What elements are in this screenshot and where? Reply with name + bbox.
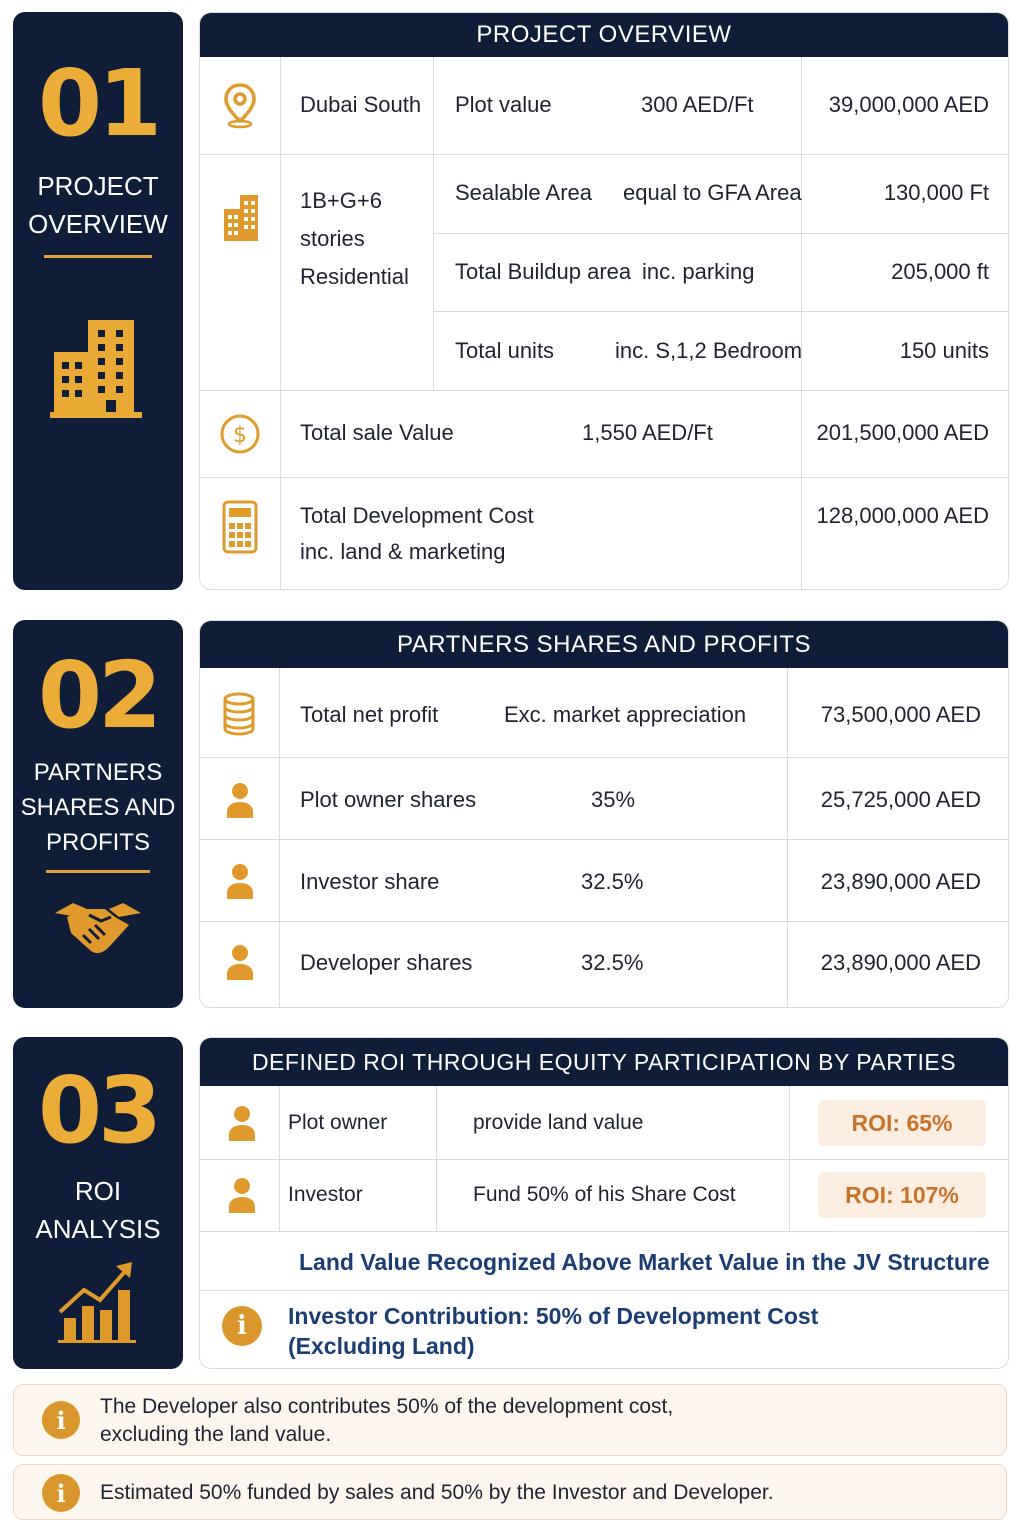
section-2-label-line3: PROFITS: [45, 828, 150, 856]
roi-row-2-middle: Fund 50% of his Share Cost: [473, 1183, 736, 1206]
project-overview-header: PROJECT OVERVIEW: [200, 13, 1008, 57]
handshake-icon: [53, 895, 143, 959]
sealable-value: 130,000 Ft: [883, 180, 989, 205]
roi-row-1-middle: provide land value: [473, 1111, 644, 1134]
person-icon: [226, 944, 254, 980]
partners-shares-card: [199, 620, 1009, 1008]
partners-row-2-label: Plot owner shares: [300, 787, 477, 812]
section-2-number: 02: [37, 642, 159, 749]
partners-row-1-label: Total net profit: [300, 702, 439, 727]
partners-row-1-middle: Exc. market appreciation: [504, 702, 747, 727]
building-icon: [222, 191, 260, 243]
location-text: Dubai South: [300, 92, 422, 117]
person-icon: [226, 863, 254, 899]
partners-row-2-value: 25,725,000 AED: [820, 787, 981, 812]
partners-shares-header: PARTNERS SHARES AND PROFITS: [200, 621, 1008, 668]
location-pin-icon: [222, 83, 258, 129]
developer-note-box: [13, 1384, 1007, 1456]
dollar-coin-icon: [219, 413, 261, 455]
section-2-panel: [13, 620, 183, 1008]
partners-row-4-value: 23,890,000 AED: [820, 950, 981, 975]
person-icon: [228, 1105, 256, 1141]
info-icon: i: [42, 1474, 80, 1512]
roi-row-2-label: Investor: [288, 1183, 363, 1206]
roi-analysis-card: [199, 1037, 1009, 1369]
buildup-label: Total Buildup area: [455, 259, 632, 284]
section-1-label-line1: PROJECT: [37, 171, 159, 201]
roi-row-1-label: Plot owner: [288, 1111, 388, 1134]
partners-row-3-value: 23,890,000 AED: [820, 869, 981, 894]
section-1-number: 01: [37, 50, 159, 157]
devcost-line2: inc. land & marketing: [300, 539, 506, 564]
svg-text:$: $: [233, 423, 247, 448]
person-icon: [226, 782, 254, 818]
section-2-divider: [46, 870, 150, 873]
plot-value-label: Plot value: [455, 92, 552, 117]
section-2-label-line2: SHARES AND: [20, 793, 176, 821]
building-icon: [50, 316, 146, 420]
funding-note-box: [13, 1464, 1007, 1520]
plot-value-rate: 300 AED/Ft: [641, 92, 754, 117]
investor-note-line1: Investor Contribution: 50% of Development Cost: [288, 1303, 819, 1329]
calculator-icon: [222, 500, 258, 554]
buildup-value: 205,000 ft: [891, 259, 989, 284]
section-3-label-line1: ROI: [74, 1176, 122, 1206]
units-value: 150 units: [899, 338, 989, 363]
section-3-panel: [13, 1037, 183, 1369]
section-3-number: 03: [37, 1057, 159, 1164]
sale-total: 201,500,000 AED: [816, 420, 989, 445]
section-2-label-line1: PARTNERS: [33, 759, 163, 786]
building-line2: stories: [300, 226, 365, 251]
devcost-total: 128,000,000 AED: [816, 503, 989, 528]
coin-stack-icon: [222, 691, 256, 737]
sale-label: Total sale Value: [300, 420, 454, 445]
building-line1: 1B+G+6: [300, 188, 382, 213]
project-overview-card: [199, 12, 1009, 590]
sale-rate: 1,550 AED/Ft: [582, 420, 713, 445]
land-value-note: Land Value Recognized Above Market Value in the JV Structure: [299, 1249, 990, 1275]
units-note: inc. S,1,2 Bedroom: [615, 338, 803, 363]
buildup-note: inc. parking: [642, 259, 755, 284]
section-3-label-line2: ANALYSIS: [35, 1213, 161, 1244]
partners-row-3-label: Investor share: [300, 869, 440, 894]
partners-row-4-label: Developer shares: [300, 950, 473, 975]
sealable-note: equal to GFA Area: [623, 180, 802, 205]
building-line3: Residential: [300, 264, 409, 289]
partners-row-4-middle: 32.5%: [581, 950, 644, 975]
investor-note-line2: (Excluding Land): [288, 1333, 475, 1359]
roi-row-1-badge: ROI: 65%: [818, 1100, 986, 1146]
person-icon: [228, 1177, 256, 1213]
info-icon: i: [42, 1401, 80, 1439]
section-1-divider: [44, 255, 152, 258]
developer-note-line1: The Developer also contributes 50% of the development cost,: [100, 1395, 674, 1418]
section-1-label-line2: OVERVIEW: [28, 208, 168, 239]
info-icon: i: [222, 1306, 262, 1346]
sealable-label: Sealable Area: [455, 180, 592, 205]
roi-analysis-header: DEFINED ROI THROUGH EQUITY PARTICIPATION BY PARTIES: [200, 1038, 1008, 1086]
partners-row-3-middle: 32.5%: [581, 869, 644, 894]
section-1-panel: [13, 12, 183, 590]
partners-row-1-value: 73,500,000 AED: [820, 702, 981, 727]
growth-chart-icon: [58, 1260, 138, 1344]
devcost-line1: Total Development Cost: [300, 503, 534, 528]
developer-note-line2: excluding the land value.: [100, 1423, 332, 1446]
roi-row-2-badge: ROI: 107%: [818, 1172, 986, 1218]
units-label: Total units: [455, 338, 555, 363]
partners-row-2-middle: 35%: [591, 787, 636, 812]
funding-note: Estimated 50% funded by sales and 50% by the Investor and Developer.: [100, 1481, 774, 1504]
plot-value-total: 39,000,000 AED: [828, 92, 989, 117]
